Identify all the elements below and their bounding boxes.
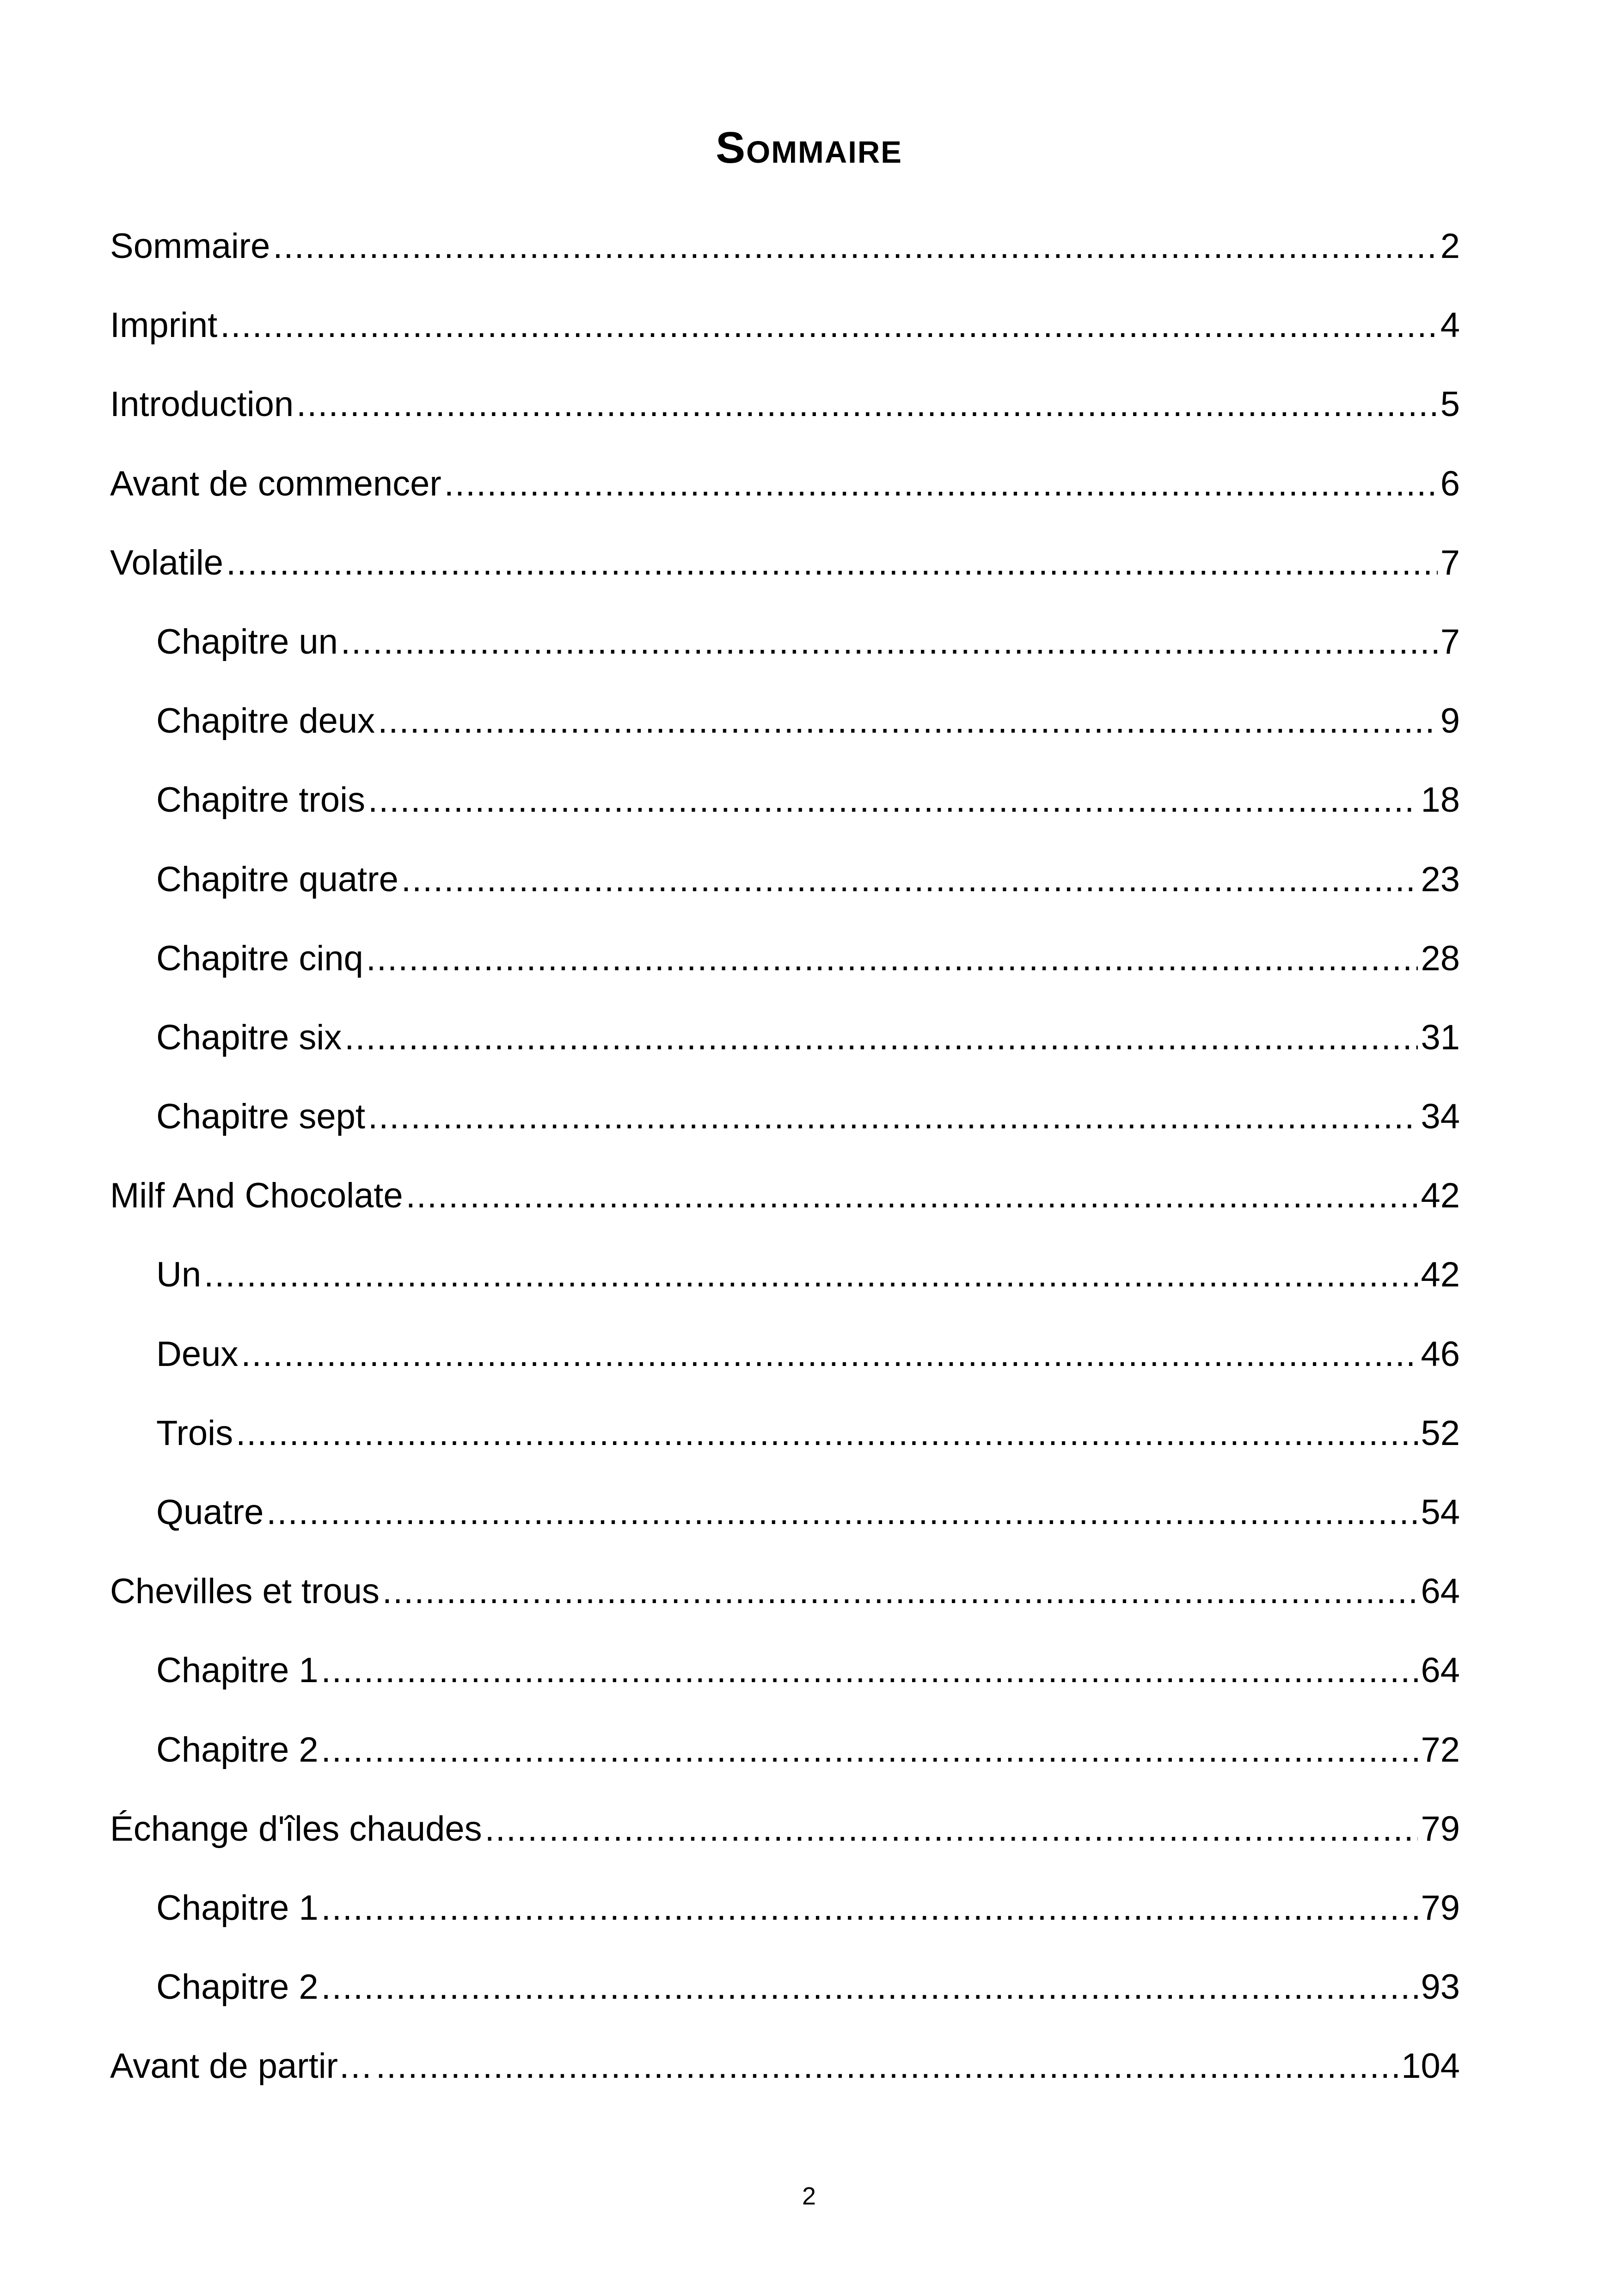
toc-entry-page: 7 bbox=[1440, 543, 1460, 582]
toc-leader-dots bbox=[382, 1565, 1418, 1618]
toc-entry-page: 79 bbox=[1421, 1809, 1460, 1849]
table-of-contents bbox=[110, 220, 1460, 2119]
toc-entry-label: Imprint bbox=[110, 306, 218, 345]
toc-leader-dots bbox=[366, 932, 1418, 986]
toc-entry-page: 46 bbox=[1421, 1334, 1460, 1374]
toc-entry-label: Chapitre 1 bbox=[156, 1888, 319, 1928]
toc-entry-label: Chapitre sept bbox=[156, 1097, 366, 1137]
toc-entry-label: Chapitre cinq bbox=[156, 938, 363, 978]
toc-entry[interactable] bbox=[110, 1565, 1460, 1644]
toc-entry-page: 28 bbox=[1421, 938, 1460, 978]
toc-subentry[interactable] bbox=[110, 615, 1460, 694]
toc-leader-dots bbox=[241, 1328, 1418, 1381]
toc-leader-dots bbox=[368, 1090, 1418, 1144]
toc-leader-dots bbox=[321, 1723, 1418, 1777]
toc-entry[interactable] bbox=[110, 378, 1460, 457]
toc-entry[interactable] bbox=[110, 1802, 1460, 1881]
toc-entry-label: Chapitre deux bbox=[156, 701, 375, 741]
toc-leader-dots bbox=[273, 220, 1437, 273]
toc-leader-dots bbox=[321, 1881, 1418, 1935]
toc-leader-dots bbox=[378, 694, 1438, 748]
toc-entry-page: 9 bbox=[1440, 701, 1460, 741]
toc-entry-label: Volatile bbox=[110, 543, 224, 582]
page-title: Sommaire bbox=[716, 123, 902, 172]
toc-entry-page: 72 bbox=[1421, 1730, 1460, 1769]
toc-subentry[interactable] bbox=[110, 1407, 1460, 1486]
toc-entry-label: Chapitre un bbox=[156, 622, 338, 661]
toc-entry-label: Chapitre 1 bbox=[156, 1651, 319, 1690]
toc-subentry[interactable] bbox=[110, 932, 1460, 1011]
toc-entry[interactable] bbox=[110, 299, 1460, 378]
toc-leader-dots bbox=[401, 853, 1418, 906]
toc-entry-label: Chapitre 2 bbox=[156, 1730, 319, 1769]
toc-entry-label: Sommaire bbox=[110, 227, 270, 266]
toc-subentry[interactable] bbox=[110, 1723, 1460, 1802]
toc-entry-page: 93 bbox=[1421, 1967, 1460, 2007]
toc-entry-page: 54 bbox=[1421, 1493, 1460, 1532]
toc-entry-page: 7 bbox=[1440, 622, 1460, 661]
toc-leader-dots bbox=[321, 1644, 1418, 1697]
toc-entry-label: Milf And Chocolate bbox=[110, 1176, 403, 1216]
toc-entry-label: Introduction bbox=[110, 385, 294, 424]
toc-entry-page: 42 bbox=[1421, 1176, 1460, 1216]
toc-subentry[interactable] bbox=[110, 1090, 1460, 1169]
toc-entry-page: 52 bbox=[1421, 1413, 1460, 1453]
toc-entry-page: 42 bbox=[1421, 1255, 1460, 1295]
toc-leader-dots bbox=[226, 536, 1438, 590]
toc-leader-dots bbox=[266, 1486, 1418, 1539]
toc-entry-page: 23 bbox=[1421, 859, 1460, 899]
toc-entry-page: 5 bbox=[1440, 385, 1460, 424]
toc-entry-label: Deux bbox=[156, 1334, 239, 1374]
toc-entry-page: 18 bbox=[1421, 780, 1460, 820]
toc-entry[interactable] bbox=[110, 2039, 1460, 2118]
toc-entry-page: 6 bbox=[1440, 464, 1460, 503]
toc-entry-page: 79 bbox=[1421, 1888, 1460, 1928]
toc-leader-dots bbox=[321, 1960, 1418, 2014]
toc-entry-page: 2 bbox=[1440, 227, 1460, 266]
toc-subentry[interactable] bbox=[110, 853, 1460, 932]
toc-entry-label: Chapitre six bbox=[156, 1017, 342, 1057]
toc-leader-dots bbox=[485, 1802, 1418, 1856]
toc-subentry[interactable] bbox=[110, 694, 1460, 773]
toc-entry[interactable] bbox=[110, 457, 1460, 536]
toc-leader-dots bbox=[368, 773, 1418, 827]
toc-leader-dots bbox=[341, 615, 1438, 669]
toc-entry-label: Quatre bbox=[156, 1493, 264, 1532]
toc-subentry[interactable] bbox=[110, 773, 1460, 852]
toc-entry-label: Trois bbox=[156, 1413, 233, 1453]
toc-entry-page: 104 bbox=[1401, 2046, 1460, 2086]
toc-leader-dots bbox=[220, 299, 1437, 352]
toc-entry[interactable] bbox=[110, 536, 1460, 615]
toc-entry-label: Chapitre 2 bbox=[156, 1967, 319, 2007]
toc-entry-label: Chevilles et trous bbox=[110, 1572, 380, 1611]
toc-entry-page: 64 bbox=[1421, 1572, 1460, 1611]
toc-leader-dots bbox=[236, 1407, 1418, 1460]
toc-subentry[interactable] bbox=[110, 1644, 1460, 1723]
toc-entry-label: Avant de partir… bbox=[110, 2046, 373, 2086]
toc-entry[interactable] bbox=[110, 220, 1460, 299]
toc-leader-dots bbox=[204, 1248, 1418, 1302]
toc-entry-label: Avant de commencer bbox=[110, 464, 441, 503]
toc-entry[interactable] bbox=[110, 1169, 1460, 1248]
toc-entry-label: Chapitre trois bbox=[156, 780, 365, 820]
toc-leader-dots bbox=[376, 2039, 1398, 2093]
toc-leader-dots bbox=[344, 1011, 1418, 1065]
toc-entry-label: Chapitre quatre bbox=[156, 859, 398, 899]
toc-entry-page: 31 bbox=[1421, 1017, 1460, 1057]
toc-leader-dots bbox=[406, 1169, 1418, 1223]
toc-entry-page: 64 bbox=[1421, 1651, 1460, 1690]
toc-subentry[interactable] bbox=[110, 1486, 1460, 1565]
toc-subentry[interactable] bbox=[110, 1248, 1460, 1327]
toc-subentry[interactable] bbox=[110, 1328, 1460, 1407]
toc-subentry[interactable] bbox=[110, 1881, 1460, 1960]
toc-subentry[interactable] bbox=[110, 1960, 1460, 2039]
toc-entry-label: Un bbox=[156, 1255, 202, 1295]
page-number: 2 bbox=[802, 2182, 816, 2210]
toc-subentry[interactable] bbox=[110, 1011, 1460, 1090]
toc-entry-label: Échange d'îles chaudes bbox=[110, 1809, 482, 1849]
toc-leader-dots bbox=[444, 457, 1438, 511]
toc-leader-dots bbox=[296, 378, 1438, 431]
toc-entry-page: 4 bbox=[1440, 306, 1460, 345]
toc-entry-page: 34 bbox=[1421, 1097, 1460, 1137]
